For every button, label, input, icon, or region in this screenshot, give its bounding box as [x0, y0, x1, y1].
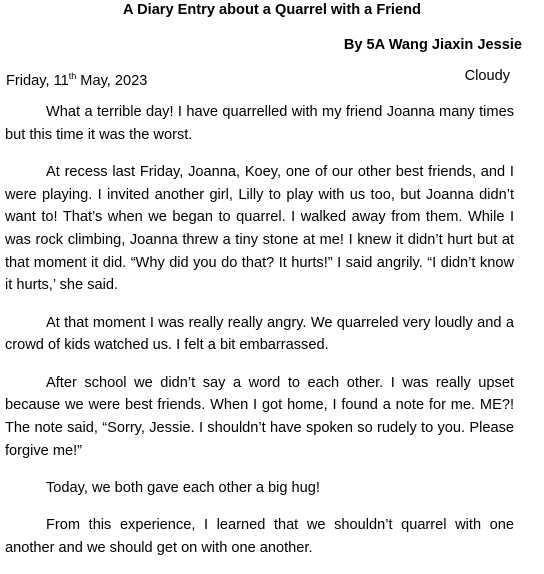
- paragraph: What a terrible day! I have quarrelled with my friend Joanna many times but this time it was the worst.: [5, 104, 514, 143]
- paragraph: After school we didn’t say a word to each other. I was really upset because we were best friends. When I got home, I found a note for me. ME?! The note said, “Sorry, Jessie. I shouldn’t have spoken so rudely to you. Please forgive me!”: [5, 374, 514, 459]
- paragraph: From this experience, I learned that we shouldn’t quarrel with one another and we should get on with one another.: [5, 517, 514, 556]
- date-line: [6, 66, 510, 91]
- weather-label: Cloudy: [464, 68, 510, 84]
- document-title: A Diary Entry about a Quarrel with a Friend: [123, 2, 421, 18]
- entry-date: Friday, 11th May, 2023: [6, 71, 148, 89]
- date-ordinal-suffix: th: [68, 71, 77, 81]
- paragraph: At recess last Friday, Joanna, Koey, one of our other best friends, and I were playing. I invited another girl, Lilly to play with us too, but Joanna didn’t want to! That’s when we began to quarrel. I walked away from them. While I was rock climbing, Joanna threw a tiny stone at me! I knew it didn’t hurt but at that moment it did. “Why did you do that? It hurts!” I said angrily. “I didn’t know it hurts,’ she said.: [5, 163, 514, 294]
- paragraph: At that moment I was really really angry. We quarreled very loudly and a crowd of kids watched us. I felt a bit embarrassed.: [5, 314, 514, 354]
- diary-body: [5, 101, 514, 574]
- author-byline: By 5A Wang Jiaxin Jessie: [343, 37, 522, 53]
- paragraph: Today, we both gave each other a big hug!: [46, 479, 320, 496]
